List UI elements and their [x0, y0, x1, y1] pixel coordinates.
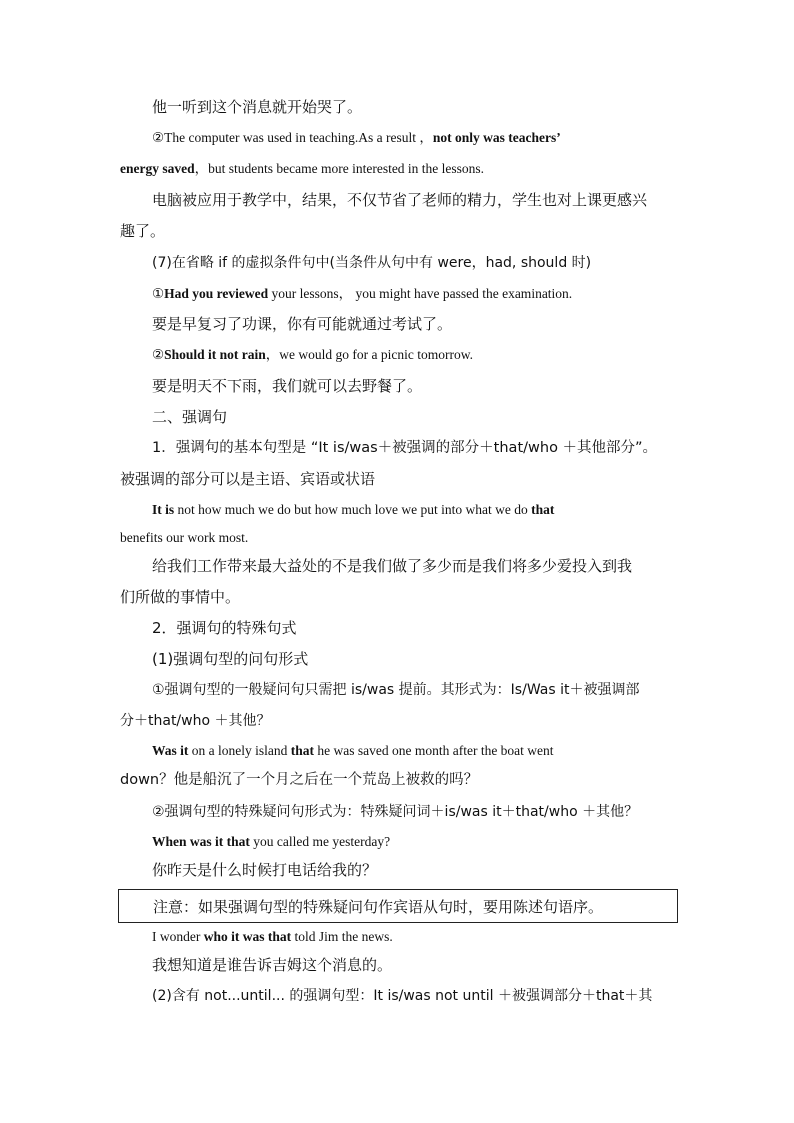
text-line	[120, 528, 676, 548]
text-line	[152, 955, 708, 975]
text: (1)强调句型的问句形式	[152, 650, 309, 668]
text: 要是早复习了功课，你有可能就通过考试了。	[152, 315, 453, 333]
text-line	[152, 314, 708, 334]
text: not how much we do but how much love we put into what we do	[174, 502, 532, 517]
text-line	[152, 649, 708, 669]
text-line	[152, 284, 708, 304]
note-text: 注意：如果强调句型的特殊疑问句作宾语从句时，要用陈述句语序。	[153, 898, 604, 916]
bold-text: Should it not rain	[164, 347, 266, 362]
text-line	[120, 770, 676, 790]
text: 给我们工作带来最大益处的不是我们做了多少而是我们将多少爱投入到我	[152, 557, 633, 575]
text-line	[152, 986, 708, 1006]
text-line	[152, 556, 708, 576]
bold-text: Had you reviewed	[164, 286, 269, 301]
text: told Jim the news.	[291, 929, 393, 944]
text: 二、强调句	[152, 408, 228, 426]
text-line	[152, 741, 708, 761]
section-heading	[152, 407, 708, 427]
text: your lessons， you might have passed the examination.	[268, 286, 573, 301]
text-line	[152, 190, 708, 210]
text-line	[120, 159, 676, 179]
bold-text: It is	[152, 502, 175, 517]
bold-text: who it was that	[203, 929, 292, 944]
text-line	[152, 253, 708, 273]
text-line	[152, 832, 708, 852]
bold-text: energy saved	[120, 161, 195, 176]
text: on a lonely island	[188, 743, 291, 758]
text: 2．强调句的特殊句式	[152, 619, 297, 637]
text: benefits our work most.	[120, 530, 249, 545]
text-line	[152, 128, 708, 148]
text-line	[152, 500, 708, 520]
text: ②The computer was used in teaching.As a result ，	[152, 130, 433, 145]
text-line	[152, 345, 708, 365]
text: ，but students became more interested in the lessons.	[194, 161, 485, 176]
text: 电脑被应用于教学中，结果，不仅节省了老师的精力，学生也对上课更感兴	[152, 191, 648, 209]
text-line	[152, 927, 708, 947]
text: ①	[152, 286, 165, 301]
text: (2)含有 not...until... 的强调句型：It is/was not until ＋被强调部分＋that＋其	[152, 988, 653, 1004]
text-line	[152, 802, 708, 822]
text: 他一听到这个消息就开始哭了。	[152, 98, 363, 116]
text-line	[152, 680, 708, 700]
text-line	[120, 221, 676, 241]
text-line	[152, 376, 708, 396]
text: ②	[152, 347, 165, 362]
text: 1．强调句的基本句型是 “It is/was＋被强调的部分＋that/who ＋其他部分”。	[152, 440, 658, 456]
text: ①强调句型的一般疑问句只需把 is/was 提前。其形式为：Is/Was it＋被强调部	[152, 682, 640, 698]
text: down？他是船沉了一个月之后在一个荒岛上被救的吗？	[120, 772, 479, 788]
text: 们所做的事情中。	[120, 588, 241, 606]
bold-text: that	[290, 743, 314, 758]
text-line	[120, 711, 676, 731]
text-line	[120, 469, 676, 489]
section-heading	[152, 618, 708, 638]
text: ，we would go for a picnic tomorrow.	[265, 347, 473, 362]
text: 分＋that/who ＋其他？	[120, 713, 271, 729]
text: he was saved one month after the boat went	[314, 743, 554, 758]
text-line	[152, 97, 708, 117]
text-line	[152, 438, 708, 458]
text: I wonder	[152, 929, 204, 944]
bold-text: When was it that	[152, 834, 250, 849]
text: 我想知道是谁告诉吉姆这个消息的。	[152, 956, 393, 974]
text: 趣了。	[120, 222, 166, 240]
text: 被强调的部分可以是主语、宾语或状语	[120, 470, 376, 488]
bold-text: that	[531, 502, 555, 517]
text: you called me yesterday?	[249, 834, 391, 849]
text: 你昨天是什么时候打电话给我的？	[152, 861, 378, 879]
text: 要是明天不下雨，我们就可以去野餐了。	[152, 377, 423, 395]
text-line	[120, 587, 676, 607]
note-box	[118, 889, 678, 923]
text: ②强调句型的特殊疑问句形式为：特殊疑问词＋is/was it＋that/who ＋其他？	[152, 804, 639, 820]
bold-text: Was it	[152, 743, 189, 758]
bold-text: not only was teachers’	[432, 130, 561, 145]
text-line	[152, 860, 708, 880]
text: (7)在省略 if 的虚拟条件句中(当条件从句中有 were，had, should 时)	[152, 255, 592, 271]
